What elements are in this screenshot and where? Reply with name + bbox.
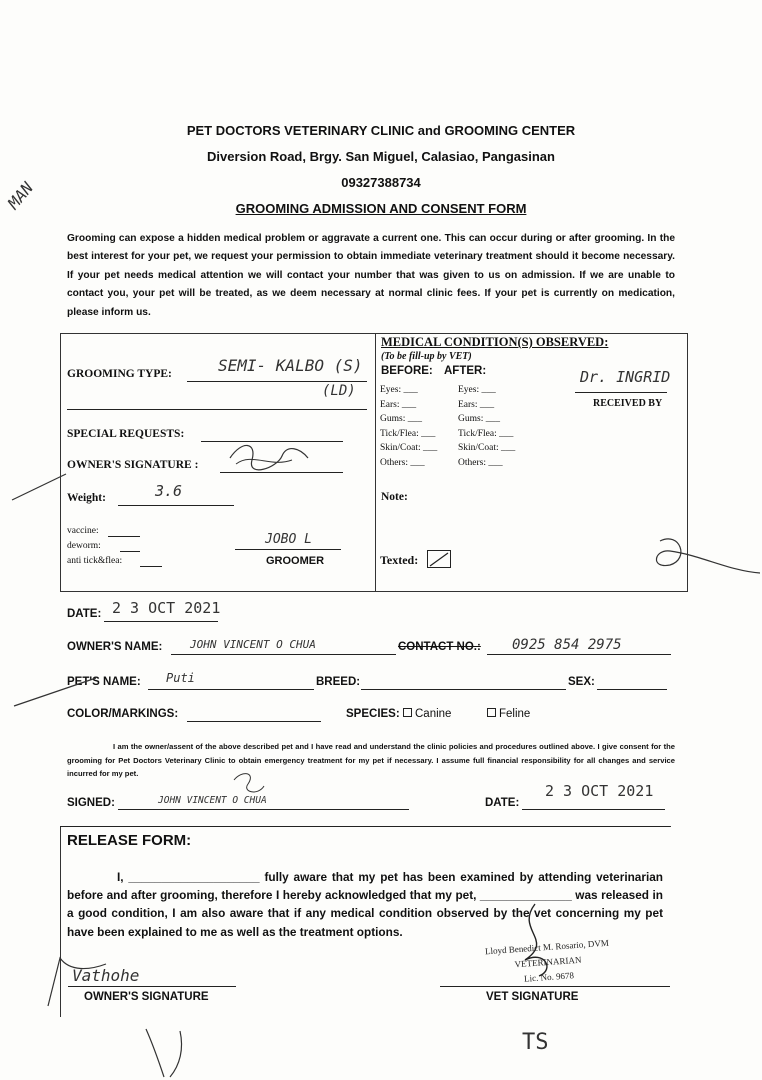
consent-paragraph: I am the owner/assent of the above described pet and I have read and understand the clinic policies and procedures outlined above. I give consent for the grooming for Pet Doctors Veterinary Clinic to obtain emergency treatment for my pet if necessary. I assume full financial responsibility for all changes and service incurred for my pet. [67,742,675,778]
date-label: DATE: [67,608,102,620]
grooming-type-value-2: (LD) [322,383,356,399]
breed-line [361,689,566,690]
owner-sig-label: OWNER'S SIGNATURE [84,991,209,1003]
before-others: Others: ___ [380,457,425,468]
vet-stamp-license: Lic. No. 9678 [523,970,575,984]
owner-signature-label: OWNER'S SIGNATURE : [67,459,199,471]
vaccine-line [108,536,140,537]
grooming-type-value: SEMI- KALBO (S) [218,356,363,375]
check-icon [428,551,450,567]
weight-label: Weight: [67,492,106,504]
clinic-phone: 09327388734 [341,175,421,190]
grooming-type-label: GROOMING TYPE: [67,368,172,380]
clinic-address: Diversion Road, Brgy. San Miguel, Calasiao, Pangasinan [207,149,555,164]
sex-label: SEX: [568,676,595,688]
release-paragraph: I, ____________________ fully aware that my pet has been examined by attending veterinarian before and after grooming, therefore I hereby acknowledged that my pet, ______________ was released in a good condition, I am also aware that if any medical condition observed by the vet concerning my pet have been explained to me as well as the treatment options. [67,870,663,939]
received-by-label: RECEIVED BY [593,398,663,409]
date-line [104,621,218,622]
after-label: AFTER: [444,365,487,377]
special-requests-label: SPECIAL REQUESTS: [67,428,185,440]
groomer-line [235,549,341,550]
owner-name-value: JOHN VINCENT O CHUA [190,638,316,651]
after-ears: Ears: ___ [458,399,495,410]
vet-signature-scribble [505,900,565,980]
signed-date-label: DATE: [485,797,520,809]
medical-title: MEDICAL CONDITION(S) OBSERVED: [381,335,609,349]
signed-label: SIGNED: [67,797,115,809]
after-tick: Tick/Flea: ___ [458,428,514,439]
before-items [380,383,437,471]
feline-label: Feline [499,708,531,720]
received-by-value: Dr. INGRID [580,368,671,386]
breed-label: BREED: [316,676,361,688]
after-gums: Gums: ___ [458,414,500,425]
before-ears: Ears: ___ [380,399,417,410]
vet-stamp-title: VETERINARIAN [514,954,582,970]
signed-value: JOHN VINCENT O CHUA [158,795,267,806]
pen-mark-3 [20,950,110,1010]
texted-checkbox[interactable] [427,550,451,568]
medical-subtitle: (To be fill-up by VET) [381,351,472,362]
deworm-line [120,551,140,552]
canine-label: Canine [415,708,452,720]
weight-line [118,505,234,506]
pen-mark-2 [10,672,100,712]
anti-tick-label: anti tick&flea: [67,556,123,566]
before-gums: Gums: ___ [380,414,422,425]
owner-signature-scribble [222,438,312,474]
note-label: Note: [381,491,408,503]
signed-date-line [522,809,665,810]
anti-tick-line [140,566,162,567]
texted-label: Texted: [380,553,419,567]
contact-label: CONTACT NO.: [398,641,481,653]
date-value: 2 3 OCT 2021 [112,599,221,617]
groomer-label: GROOMER [266,555,325,567]
before-eyes: Eyes: ___ [380,385,418,395]
canine-option[interactable] [403,708,451,720]
owner-name-label: OWNER'S NAME: [67,641,163,653]
bottom-pen-mark [140,1025,200,1080]
after-others: Others: ___ [458,457,503,468]
box-divider [375,333,376,591]
release-title: RELEASE FORM: [67,832,192,849]
received-by-line [575,392,667,393]
vet-sig-label: VET SIGNATURE [486,991,579,1003]
signed-line [118,809,409,810]
color-line [187,721,321,722]
margin-note-top-left: MAN [3,178,38,213]
sex-line [597,689,667,690]
after-items [458,383,515,471]
before-tick: Tick/Flea: ___ [380,428,436,439]
after-eyes: Eyes: ___ [458,385,496,395]
canine-checkbox[interactable] [403,708,412,717]
margin-note-bottom-right: TS [522,1030,549,1055]
vet-sig-line [440,986,670,987]
pet-name-label: PET'S NAME: [67,676,141,688]
deworm-label: deworm: [67,541,101,551]
before-skin: Skin/Coat: ___ [380,443,438,454]
weight-value: 3.6 [155,482,183,500]
feline-checkbox[interactable] [487,708,496,717]
pet-name-value: Puti [166,671,195,685]
intro-paragraph: Grooming can expose a hidden medical problem or aggravate a current one. This can occur during or after grooming. In the best interest for your pet, we request your permission to obtain immediate veterinary treatment should it become necessary. If your pet needs medical attention we will contact your number that was given to us on admission. If we are unable to contact you, your pet will be treated, as we deem necessary at normal clinic fees. If your pet is currently on medication, please inform us. [67,233,675,318]
owner-sig-value: Vathohe [72,966,140,985]
pen-mark [10,466,70,506]
after-skin: Skin/Coat: ___ [458,443,516,454]
signed-date-value: 2 3 OCT 2021 [545,782,654,800]
grooming-type-line [187,381,367,382]
contact-line [487,654,671,655]
pet-name-line [148,689,314,690]
form-title: GROOMING ADMISSION AND CONSENT FORM [235,201,527,216]
contact-value: 0925 854 2975 [512,637,622,653]
signed-scribble [228,770,268,802]
vaccine-label: vaccine: [67,526,99,536]
stray-pen-mark [640,535,762,605]
owner-name-line [171,654,396,655]
species-label: SPECIES: [346,708,400,720]
grooming-type-line-2 [67,409,367,410]
clinic-name: PET DOCTORS VETERINARY CLINIC and GROOMING CENTER [186,123,576,138]
groomer-value: JOBO L [265,532,312,547]
vet-stamp-name: Lloyd Benedict M. Rosario, DVM [484,937,610,957]
feline-option[interactable] [487,708,530,720]
before-label: BEFORE: [381,365,433,377]
release-top-border [60,826,670,827]
color-label: COLOR/MARKINGS: [67,708,179,720]
